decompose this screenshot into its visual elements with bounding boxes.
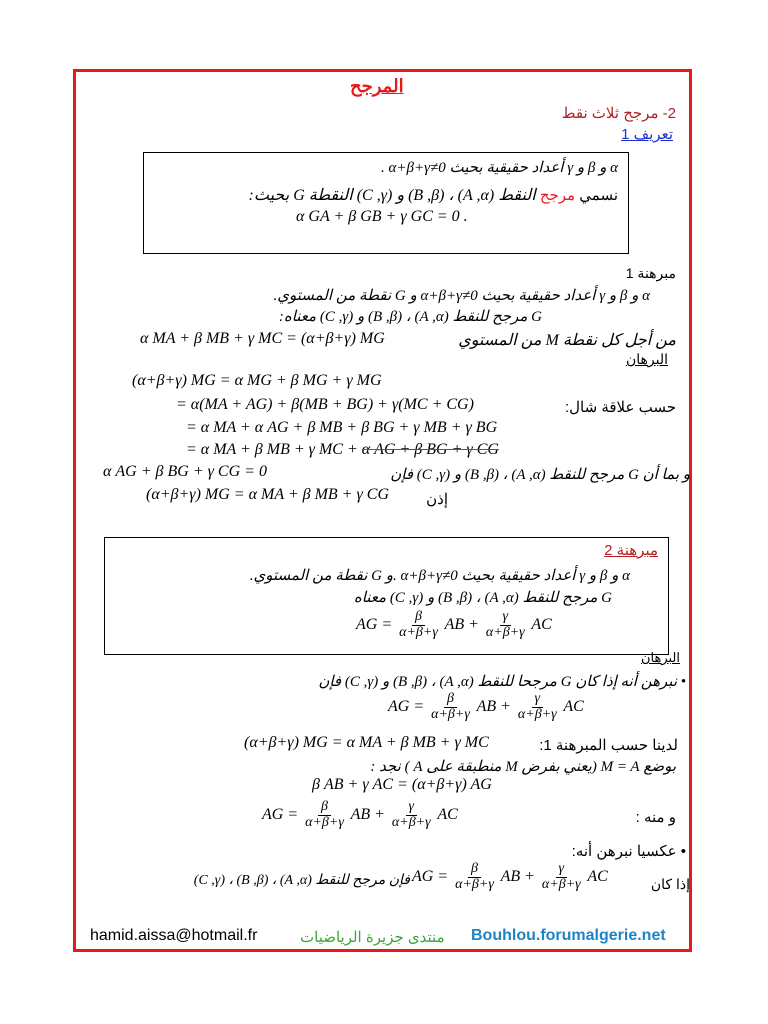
theorem1-proof-heading: البرهان <box>625 351 668 367</box>
proof2-formula-3: AG = $\frac{\beta}{\alpha+\beta+\gamma}$ AB + $\frac{\gamma}{\alpha+\beta+\gamma}$ AC <box>412 861 608 892</box>
proof1-line-6-math: (α+β+γ) MG = α MA + β MB + γ CG <box>146 486 390 503</box>
page-title: المرجح <box>350 76 404 96</box>
footer-site[interactable]: Bouhlou.forumalgerie.net <box>471 927 666 944</box>
proof1-line-6-text: إذن <box>426 491 448 508</box>
fraction-beta-4: $\frac{\beta}{\alpha+\beta+\gamma}$ <box>455 861 494 892</box>
theorem1-line-3-math: α MA + β MB + γ MC = (α+β+γ) MG <box>140 330 385 347</box>
proof2-line-4-text: و منه : <box>635 809 676 826</box>
fraction-beta-3: $\frac{\beta}{\alpha+\beta+\gamma}$ <box>305 799 344 830</box>
fraction-beta-2: $\frac{\beta}{\alpha+\beta+\gamma}$ <box>431 691 470 722</box>
definition-line-2-post: النقط (A ,α) ، (B ,β) و (C ,γ) النقطة G بحيث: <box>248 187 536 204</box>
fraction-gamma-4: $\frac{\gamma}{\alpha+\beta+\gamma}$ <box>541 861 581 892</box>
footer-email[interactable]: hamid.aissa@hotmail.fr <box>90 927 258 944</box>
definition-line-2-pre: نسمي <box>579 187 618 204</box>
definition-line-2-red: مرجح <box>539 187 576 204</box>
proof2-bullet-1: • نبرهن أنه إذا كان G مرجحا للنقط (A ,α) ، (B ,β) و (C ,γ) فإن <box>318 674 686 690</box>
proof1-line-4a: = α MA + β MB + γ MC + <box>186 441 362 458</box>
definition-heading: تعريف 1 <box>621 126 673 143</box>
proof2-line-3-math: β AB + γ AC = (α+β+γ) AG <box>312 776 492 793</box>
fraction-beta: $\frac{\beta}{\alpha+\beta+\gamma}$ <box>399 609 438 640</box>
definition-line-3: α GA + β GB + γ GC = 0 . <box>296 208 468 225</box>
proof1-line-3: = α MA + α AG + β MB + β BG + γ MB + γ BG <box>186 419 498 436</box>
proof1-line-4 <box>186 441 499 459</box>
theorem2-line-2: G مرجح للنقط (A ,α) ، (B ,β) و (C ,γ) معناه <box>353 590 612 606</box>
formula-ac: AC <box>531 615 552 633</box>
theorem1-line-1: α و β و γ أعداد حقيقية بحيث α+β+γ≠0 و G نقطة من المستوي. <box>273 288 650 304</box>
proof1-line-5-text: و بما أن G مرجح للنقط (A ,α) ، (B ,β) و (C ,γ) فإن <box>390 467 690 483</box>
theorem1-line-3 <box>458 330 676 350</box>
theorem1-line-3-text: من أجل كل نقطة M من المستوي <box>458 332 676 349</box>
theorem1-heading: مبرهنة 1 <box>625 265 676 281</box>
theorem2-line-1: α و β و γ أعداد حقيقية بحيث α+β+γ≠0 .و G نقطة من المستوي. <box>249 568 630 584</box>
proof2-line-2-text: لدينا حسب المبرهنة 1: <box>539 737 678 754</box>
formula-ag: AG = <box>356 615 393 633</box>
proof1-line-2: = α(MA + AG) + β(MB + BG) + γ(MC + CG) <box>176 396 474 413</box>
formula-ab: AB + <box>444 615 479 633</box>
theorem1-line-2: G مرجح للنقط (A ,α) ، (B ,β) و (C ,γ) معناه: <box>278 309 542 325</box>
proof2-line-6-pre: إذا كان <box>650 876 690 892</box>
fraction-gamma-3: $\frac{\gamma}{\alpha+\beta+\gamma}$ <box>391 799 431 830</box>
definition-line-2 <box>249 185 618 205</box>
proof2-line-3: بوضع M = A (يعني بفرض M منطبقة على A ) نجد : <box>370 759 676 775</box>
proof2-formula-2: AG = $\frac{\beta}{\alpha+\beta+\gamma}$ AB + $\frac{\gamma}{\alpha+\beta+\gamma}$ AC <box>262 799 458 830</box>
proof2-formula-1: AG = $\frac{\beta}{\alpha+\beta+\gamma}$ AB + $\frac{\gamma}{\alpha+\beta+\gamma}$ AC <box>388 691 584 722</box>
proof2-line-6-post: فإن مرجح للنقط (A ,α) ، (B ,β) ، (C ,γ) <box>193 873 410 888</box>
proof1-chasles: حسب علاقة شال: <box>564 399 676 416</box>
proof1-line-5-math: α AG + β BG + γ CG = 0 <box>103 463 267 480</box>
fraction-gamma: $\frac{\gamma}{\alpha+\beta+\gamma}$ <box>485 609 525 640</box>
theorem2-formula <box>356 610 552 640</box>
section-heading: 2- مرجح ثلاث نقط <box>561 105 676 122</box>
proof2-bullet-2: • عكسيا نبرهن أنه: <box>571 843 686 860</box>
fraction-gamma-2: $\frac{\gamma}{\alpha+\beta+\gamma}$ <box>517 691 557 722</box>
proof2-heading: البرهان <box>640 650 680 665</box>
proof2-line-2-math: (α+β+γ) MG = α MA + β MB + γ MC <box>244 734 489 751</box>
proof1-line-4b: α AG + β BG + γ CG <box>361 441 499 458</box>
definition-line-1: α و β و γ أعداد حقيقية بحيث α+β+γ≠0 . <box>380 160 618 176</box>
proof1-line-1: (α+β+γ) MG = α MG + β MG + γ MG <box>132 372 382 389</box>
footer-forum: منتدى جزيرة الرياضيات <box>300 929 445 946</box>
theorem2-heading: مبرهنة 2 <box>604 542 658 559</box>
